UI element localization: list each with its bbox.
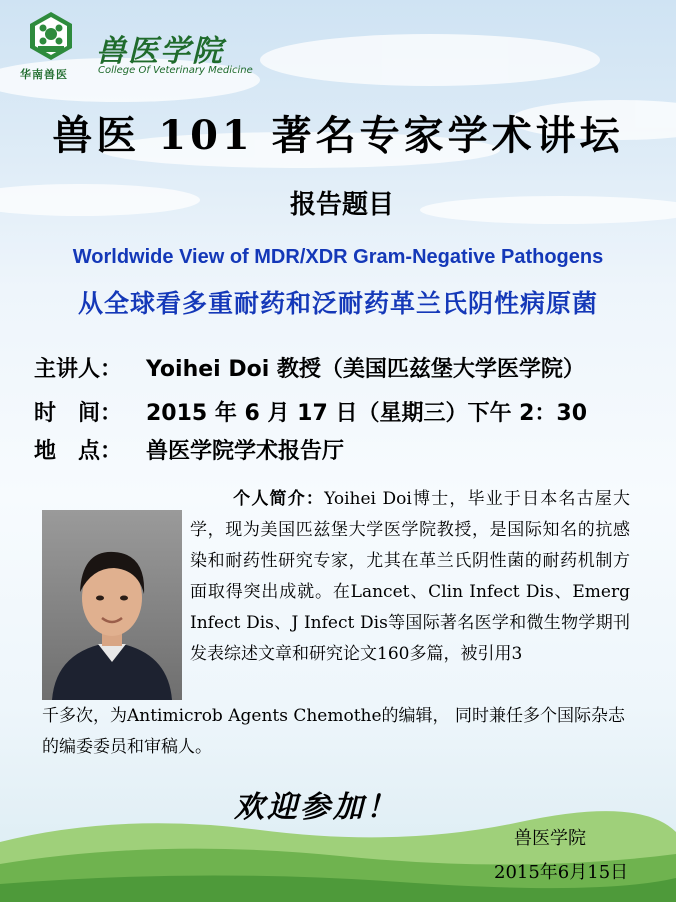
- time-value: 2015 年 6 月 17 日（星期三）下午 2：30: [146, 401, 588, 426]
- place-row: [34, 434, 344, 465]
- time-row: [34, 396, 587, 427]
- bio-label: 个人简介：: [232, 489, 325, 509]
- bio-text-continued: 千多次，为Antimicrob Agents Chemothe的编辑， 同时兼任多个国际杂志的编委委员和审稿人。: [42, 706, 625, 757]
- speaker-photo: [42, 510, 182, 700]
- time-label: 时 间：: [34, 401, 123, 426]
- report-topic-heading: 报告题目: [289, 190, 394, 220]
- topic-title-cn: 从全球看多重耐药和泛耐药革兰氏阴性病原菌: [77, 289, 598, 318]
- welcome-message: 欢迎参加！: [234, 790, 399, 825]
- place-label: 地 点：: [34, 439, 123, 464]
- place-value: 兽医学院学术报告厅: [146, 439, 345, 464]
- college-name-en: College Of Veterinary Medicine: [98, 65, 253, 76]
- speaker-label: 主讲人：: [34, 357, 123, 382]
- college-logo-icon: [26, 10, 76, 64]
- bio-text: Yoihei Doi博士，毕业于日本名古屋大学，现为美国匹兹堡大学医学院教授，是国际知名的抗感染和耐药性研究专家，尤其在革兰氏阴性菌的耐药机制方面取得突出成就。在Lancet、Clin Infect Dis、Emerg Infect Dis、J Infect Dis等国际著名医学和微生物学期刊发表综述文章和研究论文160多篇，被引用3: [190, 489, 631, 664]
- lecture-series-title: 兽医 101 著名专家学术讲坛: [52, 112, 624, 159]
- speaker-value: Yoihei Doi 教授（美国匹兹堡大学医学院）: [146, 357, 585, 382]
- logo-caption: 华南兽医: [20, 68, 68, 81]
- speaker-row: [34, 352, 585, 383]
- signature-org: 兽医学院: [514, 828, 586, 849]
- topic-title-en: Worldwide View of MDR/XDR Gram-Negative Pathogens: [72, 246, 604, 268]
- bio-paragraph: [190, 484, 630, 670]
- college-name-cn: 兽医学院: [96, 34, 224, 69]
- signature-date: 2015年6月15日: [494, 862, 629, 883]
